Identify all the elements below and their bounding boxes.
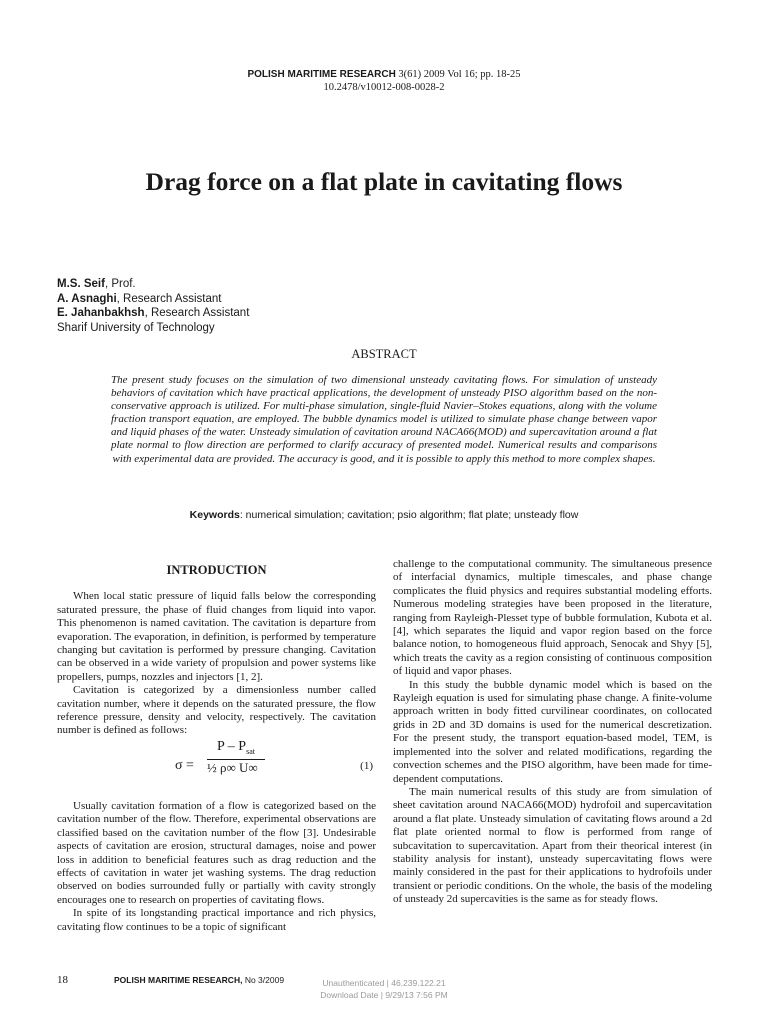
author-block	[57, 277, 249, 336]
numerator-subscript: sat	[246, 746, 255, 756]
numerator-text: P – P	[217, 738, 247, 754]
paragraph: In spite of its longstanding practical importance and rich physics, cavitating flow continues to be a topic of significant	[57, 907, 376, 933]
section-heading-introduction: INTRODUCTION	[166, 563, 267, 577]
right-column	[393, 558, 712, 907]
author-name: E. Jahanbakhsh	[57, 307, 145, 320]
watermark-line: Download Date | 9/29/13 7:56 PM	[320, 990, 448, 1000]
keywords	[0, 509, 768, 521]
author-2	[57, 292, 249, 307]
watermark-line: Unauthenticated | 46.239.122.21	[322, 978, 446, 988]
abstract-heading: ABSTRACT	[351, 347, 417, 361]
author-role: , Research Assistant	[116, 292, 222, 305]
paragraph: Cavitation is categorized by a dimensionless number called cavitation number, where it depends on the saturated pressure, the flow reference pressure, density and velocity, respectively. The cavitation number is defined as follows:	[57, 684, 376, 737]
paragraph: In this study the bubble dynamic model which is based on the Rayleigh equation is used for simulating phase change. A finite-volume approach written in body fitted curvilinear coordinates, on collocated grids in 2D and 3D domains is used for the numerical descretization. For the present study, the transport equation-based model, TEM, is implemented into the solver and related modifications, regarding the convection schemes and the PISO algorithm, have been made for time-dependent computations.	[393, 678, 712, 785]
keywords-text: : numerical simulation; cavitation; psio algorithm; flat plate; unsteady flow	[239, 509, 579, 521]
paragraph: When local static pressure of liquid falls below the corresponding saturated pressure, the phase of fluid changes from liquid into vapor. This phenomenon is named cavitation. The cavitation is departure from evaporation. The evaporation, in definition, is performed by temperature changing but cavitation is performed by pressure changing. Cavitation can be observed in a wide variety of propulsion and power systems like propellers, pumps, nozzles and injectors [1, 2].	[57, 590, 376, 683]
journal-name: POLISH MARITIME RESEARCH	[247, 69, 396, 80]
page-number: 18	[57, 974, 68, 986]
journal-header	[0, 68, 768, 94]
author-name: A. Asnaghi	[57, 292, 117, 305]
paragraph: challenge to the computational community. The simultaneous presence of interfacial dynamics, multiple timescales, and phase change complicates the fluid physics and requires substantial modeling efforts. Numerous modeling strategies have been proposed in the literature, ranging from Rayleigh-Plesset type of bubble formulation, Kubota et al. [4], which separates the liquid and vapor region based on the force balance notion, to homogeneous fluid approach, Senocak and Shyy [5], which treats the cavity as a region consisting of continuous composition of liquid and vapor phases.	[393, 558, 712, 678]
abstract-text: The present study focuses on the simulation of two dimensional unsteady cavitating flows. For simulation of unsteady behaviors of cavitation which have practical applications, the development of unsteady PISO algorithm based on the non-conservative approach is utilized. For multi-phase simulation, single-fluid Navier–Stokes equations, along with the volume fraction transport equation, are employed. The bubble dynamics model is utilized to simulate phase change between vapor and liquid phases of the water. Unsteady simulation of cavitation around NACA66(MOD) and supercavitation around a flat plate normal to flow direction are performed to clarify accuracy of presented model. Numerical results and comparisons with experimental data are provided. The accuracy is good, and it is possible to apply this method to more complex shapes.	[111, 374, 657, 465]
doi: 10.2478/v10012-008-0028-2	[323, 82, 445, 93]
author-role: , Prof.	[104, 278, 136, 290]
author-1	[57, 277, 249, 292]
left-column	[57, 560, 376, 934]
equation-numerator	[207, 740, 265, 759]
paragraph: Usually cavitation formation of a flow is categorized based on the cavitation number of the flow. Therefore, experimental observations are classified based on the cavitation number of the flow [3]. Undesirable aspects of cavitation are erosion, structural damages, noise and power loss in addition to beneficial features such as drag reduction and the effects of cavitation in water jet washing systems. The drag reduction observed on bodies surrounded fully or partially with cavity strongly encourages one to research on properties of cavitating flows.	[57, 799, 376, 906]
author-3	[57, 306, 249, 321]
paragraph: The main numerical results of this study are from simulation of sheet cavitation around NACA66(MOD) hydrofoil and supercavitation around a flat plate. Unsteady simulation of cavitating flows around a 2d flat plate oriented normal to flow is performed from range of subcavitation to supercavitation. Apart from their theorical interest (in stability analysis for instant), unsteady supercavitating flows were mainly considered in the past for their applications to hydrofoils under transient or periodic conditions. On the whole, the basis of the modeling of unsteady 2d supercavities is the same as for steady flows.	[393, 785, 712, 906]
author-name: M.S. Seif	[57, 278, 105, 290]
footer-journal-name: POLISH MARITIME RESEARCH,	[114, 975, 243, 985]
equation-lhs: σ =	[175, 757, 194, 773]
equation-1	[57, 740, 376, 798]
equation-fraction	[207, 740, 265, 775]
author-role: , Research Assistant	[144, 307, 250, 320]
equation-number: (1)	[360, 759, 373, 772]
download-watermark	[0, 977, 768, 1001]
equation-denominator: ½ ρ∞ U∞	[207, 760, 258, 776]
footer-issue: No 3/2009	[242, 975, 285, 985]
journal-issue: 3(61) 2009 Vol 16; pp. 18-25	[398, 69, 521, 80]
keywords-label: Keywords	[189, 509, 240, 521]
affiliation: Sharif University of Technology	[57, 322, 215, 335]
paper-title: Drag force on a flat plate in cavitating flows	[145, 167, 623, 196]
